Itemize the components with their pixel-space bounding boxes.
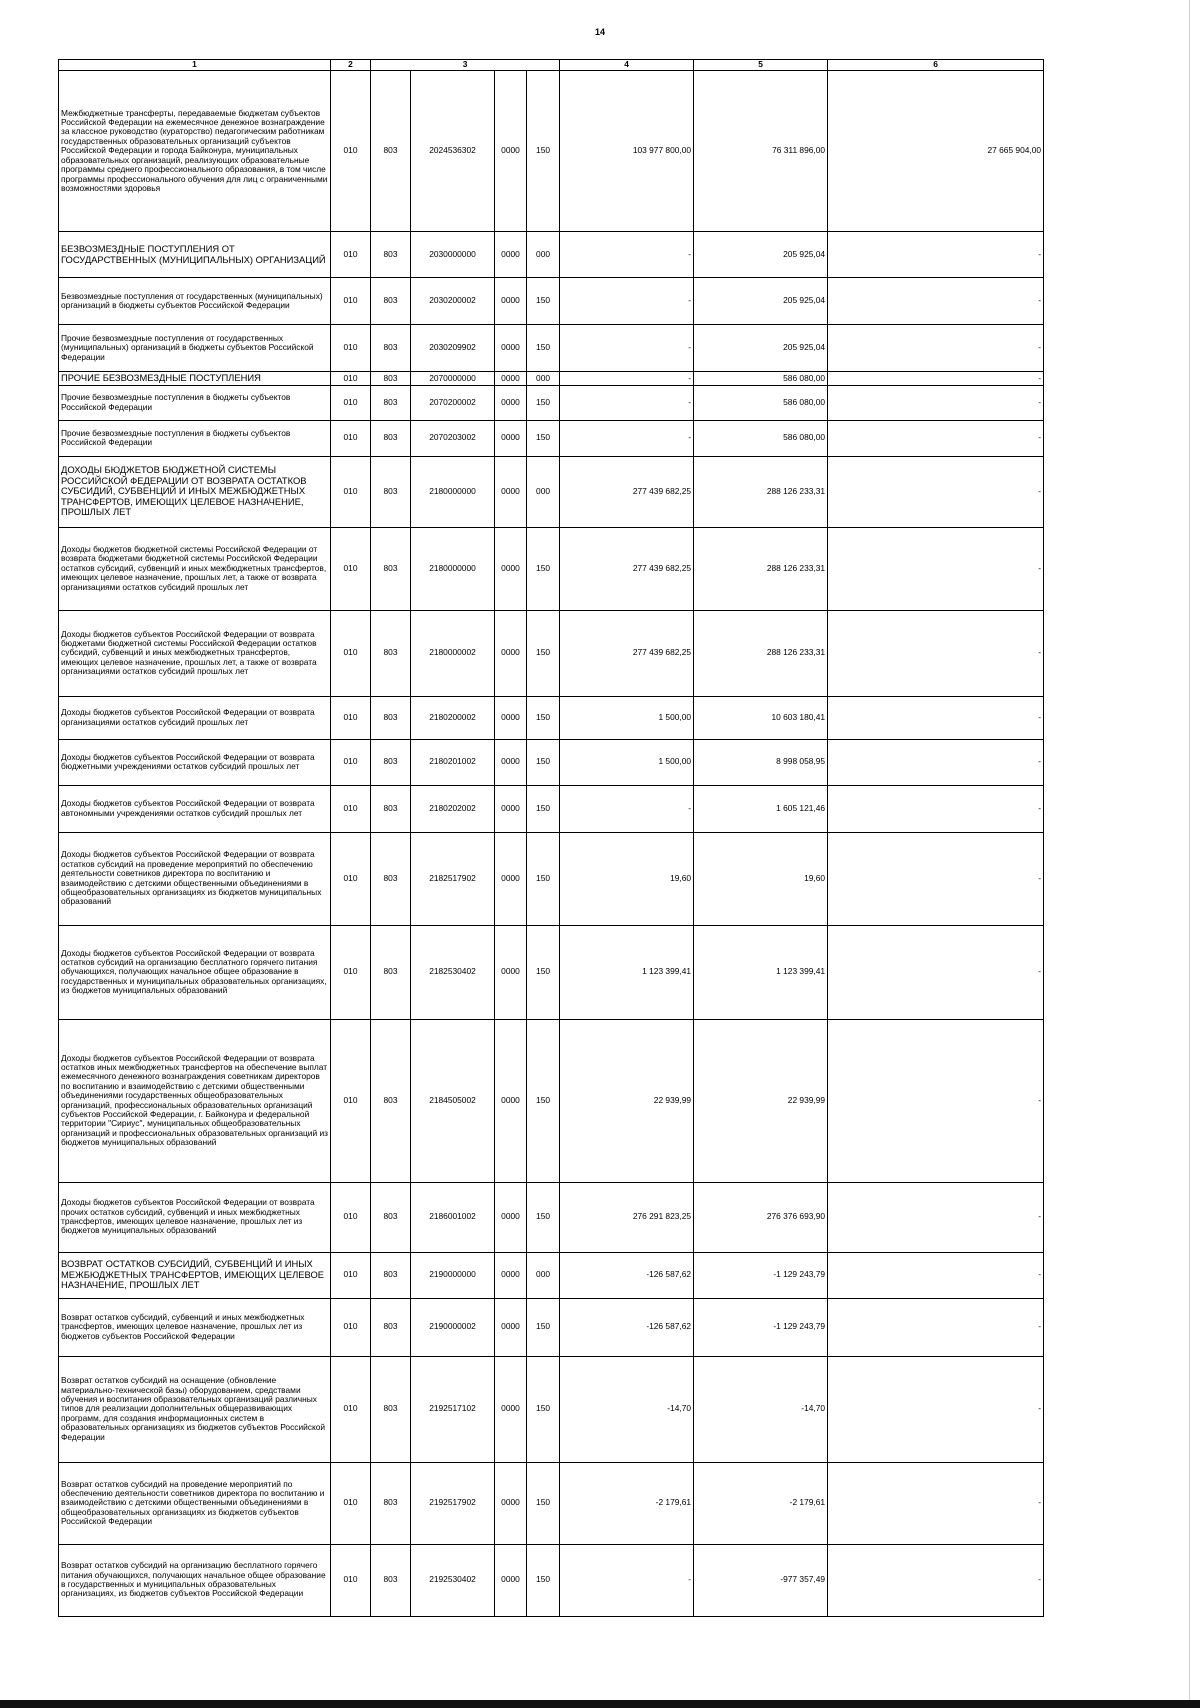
- scan-edge-line: [1189, 0, 1190, 1708]
- row-amount-executed: -1 129 243,79: [694, 1298, 828, 1356]
- row-amount-executed: -14,70: [694, 1356, 828, 1462]
- row-code-program: 0000: [495, 372, 527, 386]
- table-row: [59, 456, 1044, 527]
- table-row: [59, 925, 1044, 1019]
- row-code-kosgu: 000: [527, 232, 560, 278]
- header-col-6: 6: [828, 60, 1044, 71]
- row-amount-executed: 1 605 121,46: [694, 785, 828, 832]
- row-code-kosgu: 150: [527, 832, 560, 925]
- row-amount-approved: -: [560, 325, 694, 372]
- row-code-program: 0000: [495, 1019, 527, 1182]
- row-code-admin: 010: [331, 278, 371, 325]
- row-amount-approved: -: [560, 372, 694, 386]
- row-amount-executed: 205 925,04: [694, 278, 828, 325]
- row-code-admin: 010: [331, 696, 371, 739]
- header-col-1: 1: [59, 60, 331, 71]
- row-code-chief-admin: 803: [371, 610, 411, 696]
- row-code-chief-admin: 803: [371, 832, 411, 925]
- row-code-kosgu: 150: [527, 325, 560, 372]
- row-code-kosgu: 150: [527, 925, 560, 1019]
- row-code-chief-admin: 803: [371, 527, 411, 610]
- table-row: [59, 832, 1044, 925]
- row-code-kosgu: 150: [527, 739, 560, 785]
- row-code-chief-admin: 803: [371, 1252, 411, 1298]
- row-code-admin: 010: [331, 1252, 371, 1298]
- row-code-program: 0000: [495, 739, 527, 785]
- table-row: [59, 420, 1044, 456]
- row-code-program: 0000: [495, 1462, 527, 1544]
- row-code-admin: 010: [331, 1462, 371, 1544]
- row-description: Прочие безвозмездные поступления в бюджеты субъектов Российской Федерации: [59, 385, 331, 420]
- row-amount-approved: -14,70: [560, 1356, 694, 1462]
- row-amount-executed: 76 311 896,00: [694, 71, 828, 232]
- table-row: [59, 1356, 1044, 1462]
- row-code-kbk: 2070203002: [411, 420, 495, 456]
- header-row: [59, 60, 1044, 71]
- row-code-program: 0000: [495, 325, 527, 372]
- table-row: [59, 385, 1044, 420]
- row-code-chief-admin: 803: [371, 232, 411, 278]
- row-amount-approved: -: [560, 420, 694, 456]
- row-description: Возврат остатков субсидий, субвенций и иных межбюджетных трансфертов, имеющих целевое назначение, прошлых лет из бюджетов субъектов Российской Федерации: [59, 1298, 331, 1356]
- row-code-program: 0000: [495, 232, 527, 278]
- row-code-kbk: 2180000000: [411, 456, 495, 527]
- row-code-chief-admin: 803: [371, 696, 411, 739]
- row-code-program: 0000: [495, 610, 527, 696]
- row-description: ДОХОДЫ БЮДЖЕТОВ БЮДЖЕТНОЙ СИСТЕМЫ РОССИЙСКОЙ ФЕДЕРАЦИИ ОТ ВОЗВРАТА ОСТАТКОВ СУБСИДИЙ, СУБВЕНЦИЙ И ИНЫХ МЕЖБЮДЖЕТНЫХ ТРАНСФЕРТОВ, ИМЕЮЩИХ ЦЕЛЕВОЕ НАЗНАЧЕНИЕ, ПРОШЛЫХ ЛЕТ: [59, 456, 331, 527]
- row-code-kosgu: 150: [527, 1298, 560, 1356]
- row-amount-unexecuted: -: [828, 420, 1044, 456]
- row-description: Межбюджетные трансферты, передаваемые бюджетам субъектов Российской Федерации на ежемесячное денежное вознаграждение за классное руководство (кураторство) педагогическим работникам государственных образовательных организаций субъектов Российской Федерации и города Байконура, муниципальных образовательных организаций, реализующих образовательные программы среднего профессионального образования, в том числе программы профессионального обучения для лиц с ограниченными возможностями здоровья: [59, 71, 331, 232]
- row-code-program: 0000: [495, 420, 527, 456]
- row-code-admin: 010: [331, 785, 371, 832]
- row-code-kbk: 2180000002: [411, 610, 495, 696]
- row-code-kbk: 2186001002: [411, 1182, 495, 1252]
- row-code-kbk: 2190000000: [411, 1252, 495, 1298]
- row-code-chief-admin: 803: [371, 325, 411, 372]
- row-code-admin: 010: [331, 71, 371, 232]
- row-amount-unexecuted: -: [828, 1298, 1044, 1356]
- row-amount-unexecuted: -: [828, 1544, 1044, 1616]
- row-amount-executed: 10 603 180,41: [694, 696, 828, 739]
- row-description: Доходы бюджетов субъектов Российской Федерации от возврата автономными учреждениями остатков субсидий прошлых лет: [59, 785, 331, 832]
- row-code-chief-admin: 803: [371, 372, 411, 386]
- row-amount-executed: 22 939,99: [694, 1019, 828, 1182]
- table-row: [59, 71, 1044, 232]
- row-amount-executed: -2 179,61: [694, 1462, 828, 1544]
- row-code-chief-admin: 803: [371, 1182, 411, 1252]
- row-code-kbk: 2180200002: [411, 696, 495, 739]
- row-amount-unexecuted: -: [828, 696, 1044, 739]
- row-code-admin: 010: [331, 925, 371, 1019]
- row-code-kosgu: 150: [527, 1356, 560, 1462]
- table-row: [59, 232, 1044, 278]
- row-amount-unexecuted: -: [828, 278, 1044, 325]
- header-col-5: 5: [694, 60, 828, 71]
- row-description: Возврат остатков субсидий на организацию бесплатного горячего питания обучающихся, получающих начальное общее образование в государственных и муниципальных образовательных организациях, из бюджетов субъектов Российской Федерации: [59, 1544, 331, 1616]
- row-amount-executed: -977 357,49: [694, 1544, 828, 1616]
- row-amount-approved: 277 439 682,25: [560, 456, 694, 527]
- row-amount-approved: -: [560, 785, 694, 832]
- row-code-kbk: 2070000000: [411, 372, 495, 386]
- row-description: Возврат остатков субсидий на оснащение (обновление материально-технической базы) оборудованием, средствами обучения и воспитания образовательных организаций различных типов для реализации дополнительных общеразвивающих программ, для создания информационных систем в образовательных организациях из бюджетов субъектов Российской Федерации: [59, 1356, 331, 1462]
- row-code-kosgu: 150: [527, 420, 560, 456]
- row-code-kosgu: 150: [527, 696, 560, 739]
- table-row: [59, 278, 1044, 325]
- row-description: Доходы бюджетов бюджетной системы Российской Федерации от возврата бюджетами бюджетной системы Российской Федерации остатков субсидий, субвенций и иных межбюджетных трансфертов, имеющих целевое назначение, прошлых лет, а также от возврата организациями остатков субсидий прошлых лет: [59, 527, 331, 610]
- row-amount-approved: 1 500,00: [560, 739, 694, 785]
- row-code-kosgu: 150: [527, 1462, 560, 1544]
- row-amount-unexecuted: -: [828, 456, 1044, 527]
- row-description: Доходы бюджетов субъектов Российской Федерации от возврата организациями остатков субсидий прошлых лет: [59, 696, 331, 739]
- row-code-admin: 010: [331, 325, 371, 372]
- page-number: 14: [594, 27, 605, 37]
- row-code-kosgu: 150: [527, 71, 560, 232]
- row-code-admin: 010: [331, 385, 371, 420]
- row-amount-approved: 1 500,00: [560, 696, 694, 739]
- table-row: [59, 696, 1044, 739]
- row-code-kbk: 2182530402: [411, 925, 495, 1019]
- table-row: [59, 1252, 1044, 1298]
- table-row: [59, 1182, 1044, 1252]
- row-amount-approved: 276 291 823,25: [560, 1182, 694, 1252]
- row-code-kosgu: 150: [527, 610, 560, 696]
- row-amount-approved: -: [560, 385, 694, 420]
- row-code-admin: 010: [331, 527, 371, 610]
- row-amount-approved: 19,60: [560, 832, 694, 925]
- row-code-chief-admin: 803: [371, 1356, 411, 1462]
- row-amount-unexecuted: -: [828, 527, 1044, 610]
- row-code-kosgu: 150: [527, 278, 560, 325]
- row-code-program: 0000: [495, 1252, 527, 1298]
- row-amount-unexecuted: -: [828, 1019, 1044, 1182]
- row-code-kbk: 2030200002: [411, 278, 495, 325]
- row-code-program: 0000: [495, 527, 527, 610]
- row-amount-unexecuted: -: [828, 832, 1044, 925]
- table-row: [59, 739, 1044, 785]
- row-amount-unexecuted: -: [828, 325, 1044, 372]
- row-code-admin: 010: [331, 232, 371, 278]
- row-code-program: 0000: [495, 385, 527, 420]
- row-code-program: 0000: [495, 785, 527, 832]
- table-row: [59, 527, 1044, 610]
- row-amount-executed: 19,60: [694, 832, 828, 925]
- row-code-kosgu: 150: [527, 1182, 560, 1252]
- row-code-program: 0000: [495, 925, 527, 1019]
- row-amount-approved: -: [560, 1544, 694, 1616]
- row-amount-unexecuted: -: [828, 1252, 1044, 1298]
- row-amount-unexecuted: -: [828, 1356, 1044, 1462]
- row-code-kosgu: 150: [527, 1019, 560, 1182]
- row-amount-unexecuted: -: [828, 232, 1044, 278]
- row-code-program: 0000: [495, 1356, 527, 1462]
- row-description: Доходы бюджетов субъектов Российской Федерации от возврата прочих остатков субсидий, субвенций и иных межбюджетных трансфертов, имеющих целевое назначение, прошлых лет из бюджетов муниципальных образований: [59, 1182, 331, 1252]
- row-code-kbk: 2180201002: [411, 739, 495, 785]
- row-code-admin: 010: [331, 1544, 371, 1616]
- row-amount-executed: 288 126 233,31: [694, 527, 828, 610]
- table-row: [59, 1019, 1044, 1182]
- row-code-chief-admin: 803: [371, 71, 411, 232]
- row-code-kosgu: 150: [527, 785, 560, 832]
- header-col-4: 4: [560, 60, 694, 71]
- row-amount-executed: 288 126 233,31: [694, 610, 828, 696]
- row-amount-unexecuted: 27 665 904,00: [828, 71, 1044, 232]
- row-description: Безвозмездные поступления от государственных (муниципальных) организаций в бюджеты субъектов Российской Федерации: [59, 278, 331, 325]
- row-description: Доходы бюджетов субъектов Российской Федерации от возврата остатков субсидий на организацию бесплатного горячего питания обучающихся, получающих начальное общее образование в государственных и муниципальных образовательных организациях, из бюджетов муниципальных образований: [59, 925, 331, 1019]
- row-amount-executed: 1 123 399,41: [694, 925, 828, 1019]
- row-code-kbk: 2070200002: [411, 385, 495, 420]
- row-code-kbk: 2190000002: [411, 1298, 495, 1356]
- row-code-admin: 010: [331, 420, 371, 456]
- row-code-program: 0000: [495, 1544, 527, 1616]
- row-description: ВОЗВРАТ ОСТАТКОВ СУБСИДИЙ, СУБВЕНЦИЙ И ИНЫХ МЕЖБЮДЖЕТНЫХ ТРАНСФЕРТОВ, ИМЕЮЩИХ ЦЕЛЕВОЕ НАЗНАЧЕНИЕ, ПРОШЛЫХ ЛЕТ: [59, 1252, 331, 1298]
- row-code-kbk: 2192530402: [411, 1544, 495, 1616]
- revenue-table-container: [58, 59, 1043, 1617]
- row-code-admin: 010: [331, 610, 371, 696]
- row-amount-approved: -126 587,62: [560, 1252, 694, 1298]
- row-code-kosgu: 000: [527, 372, 560, 386]
- row-code-kosgu: 000: [527, 456, 560, 527]
- row-amount-executed: 276 376 693,90: [694, 1182, 828, 1252]
- row-description: ПРОЧИЕ БЕЗВОЗМЕЗДНЫЕ ПОСТУПЛЕНИЯ: [59, 372, 331, 386]
- row-amount-executed: 8 998 058,95: [694, 739, 828, 785]
- row-description: Доходы бюджетов субъектов Российской Федерации от возврата остатков субсидий на проведение мероприятий по обеспечению деятельности советников директора по воспитанию и взаимодействию с детскими общественными объединениями в общеобразовательных организациях из бюджетов муниципальных образований: [59, 832, 331, 925]
- table-row: [59, 1544, 1044, 1616]
- row-code-chief-admin: 803: [371, 1544, 411, 1616]
- row-code-program: 0000: [495, 278, 527, 325]
- table-row: [59, 372, 1044, 386]
- row-code-kbk: 2192517102: [411, 1356, 495, 1462]
- row-code-admin: 010: [331, 739, 371, 785]
- row-amount-approved: -: [560, 232, 694, 278]
- row-amount-approved: 277 439 682,25: [560, 610, 694, 696]
- row-description: Доходы бюджетов субъектов Российской Федерации от возврата бюджетами бюджетной системы Российской Федерации остатков субсидий, субвенций и иных межбюджетных трансфертов, имеющих целевое назначение, прошлых лет, а также от возврата организациями остатков субсидий прошлых лет: [59, 610, 331, 696]
- row-amount-unexecuted: -: [828, 610, 1044, 696]
- row-code-admin: 010: [331, 832, 371, 925]
- row-code-kbk: 2184505002: [411, 1019, 495, 1182]
- row-code-program: 0000: [495, 832, 527, 925]
- header-col-2: 2: [331, 60, 371, 71]
- row-code-kbk: 2180000000: [411, 527, 495, 610]
- row-amount-approved: -: [560, 278, 694, 325]
- table-row: [59, 610, 1044, 696]
- row-amount-executed: 205 925,04: [694, 232, 828, 278]
- row-code-admin: 010: [331, 1019, 371, 1182]
- row-code-chief-admin: 803: [371, 1298, 411, 1356]
- scan-bottom-bar: [0, 1700, 1200, 1708]
- row-code-kbk: 2180202002: [411, 785, 495, 832]
- row-code-chief-admin: 803: [371, 1019, 411, 1182]
- table-row: [59, 785, 1044, 832]
- row-code-admin: 010: [331, 456, 371, 527]
- row-code-kosgu: 000: [527, 1252, 560, 1298]
- row-amount-approved: -2 179,61: [560, 1462, 694, 1544]
- row-code-chief-admin: 803: [371, 456, 411, 527]
- row-code-kbk: 2192517902: [411, 1462, 495, 1544]
- row-code-chief-admin: 803: [371, 278, 411, 325]
- header-col-3: 3: [371, 60, 560, 71]
- row-code-admin: 010: [331, 1298, 371, 1356]
- row-code-kbk: 2024536302: [411, 71, 495, 232]
- row-amount-approved: -126 587,62: [560, 1298, 694, 1356]
- row-code-program: 0000: [495, 456, 527, 527]
- row-code-admin: 010: [331, 1356, 371, 1462]
- row-code-kosgu: 150: [527, 1544, 560, 1616]
- row-code-kosgu: 150: [527, 527, 560, 610]
- row-code-chief-admin: 803: [371, 420, 411, 456]
- row-code-chief-admin: 803: [371, 385, 411, 420]
- row-code-admin: 010: [331, 372, 371, 386]
- row-amount-approved: 1 123 399,41: [560, 925, 694, 1019]
- row-code-program: 0000: [495, 1182, 527, 1252]
- row-description: Доходы бюджетов субъектов Российской Федерации от возврата остатков иных межбюджетных трансфертов на обеспечение выплат ежемесячного денежного вознаграждения советникам директоров по воспитанию и взаимодействию с детскими общественными объединениями государственных общеобразовательных организаций, профессиональных образовательных организаций субъектов Российской Федерации, г. Байконура и федеральной территории "Сириус", муниципальных общеобразовательных организаций и профессиональных образовательных организаций из бюджетов муниципальных образований: [59, 1019, 331, 1182]
- row-code-chief-admin: 803: [371, 785, 411, 832]
- row-description: Возврат остатков субсидий на проведение мероприятий по обеспечению деятельности советников директора по воспитанию и взаимодействию с детскими общественными объединениями в общеобразовательных организациях из бюджетов субъектов Российской Федерации: [59, 1462, 331, 1544]
- row-code-admin: 010: [331, 1182, 371, 1252]
- table-row: [59, 1462, 1044, 1544]
- row-code-kbk: 2030209902: [411, 325, 495, 372]
- row-amount-executed: -1 129 243,79: [694, 1252, 828, 1298]
- row-code-kbk: 2030000000: [411, 232, 495, 278]
- row-amount-approved: 22 939,99: [560, 1019, 694, 1182]
- row-code-kbk: 2182517902: [411, 832, 495, 925]
- row-code-chief-admin: 803: [371, 739, 411, 785]
- row-description: Прочие безвозмездные поступления в бюджеты субъектов Российской Федерации: [59, 420, 331, 456]
- row-description: Прочие безвозмездные поступления от государственных (муниципальных) организаций в бюджеты субъектов Российской Федерации: [59, 325, 331, 372]
- row-code-program: 0000: [495, 696, 527, 739]
- row-amount-unexecuted: -: [828, 785, 1044, 832]
- row-description: БЕЗВОЗМЕЗДНЫЕ ПОСТУПЛЕНИЯ ОТ ГОСУДАРСТВЕННЫХ (МУНИЦИПАЛЬНЫХ) ОРГАНИЗАЦИЙ: [59, 232, 331, 278]
- revenue-table: [58, 59, 1044, 1617]
- row-amount-unexecuted: -: [828, 385, 1044, 420]
- row-amount-executed: 205 925,04: [694, 325, 828, 372]
- row-amount-unexecuted: -: [828, 1462, 1044, 1544]
- row-code-program: 0000: [495, 71, 527, 232]
- row-amount-executed: 586 080,00: [694, 372, 828, 386]
- table-row: [59, 325, 1044, 372]
- row-amount-approved: 277 439 682,25: [560, 527, 694, 610]
- row-amount-executed: 586 080,00: [694, 420, 828, 456]
- row-code-chief-admin: 803: [371, 925, 411, 1019]
- row-amount-executed: 288 126 233,31: [694, 456, 828, 527]
- table-row: [59, 1298, 1044, 1356]
- row-code-chief-admin: 803: [371, 1462, 411, 1544]
- row-amount-unexecuted: -: [828, 1182, 1044, 1252]
- row-amount-approved: 103 977 800,00: [560, 71, 694, 232]
- row-description: Доходы бюджетов субъектов Российской Федерации от возврата бюджетными учреждениями остатков субсидий прошлых лет: [59, 739, 331, 785]
- row-amount-unexecuted: -: [828, 372, 1044, 386]
- row-amount-unexecuted: -: [828, 739, 1044, 785]
- row-amount-unexecuted: -: [828, 925, 1044, 1019]
- row-code-kosgu: 150: [527, 385, 560, 420]
- row-amount-executed: 586 080,00: [694, 385, 828, 420]
- row-code-program: 0000: [495, 1298, 527, 1356]
